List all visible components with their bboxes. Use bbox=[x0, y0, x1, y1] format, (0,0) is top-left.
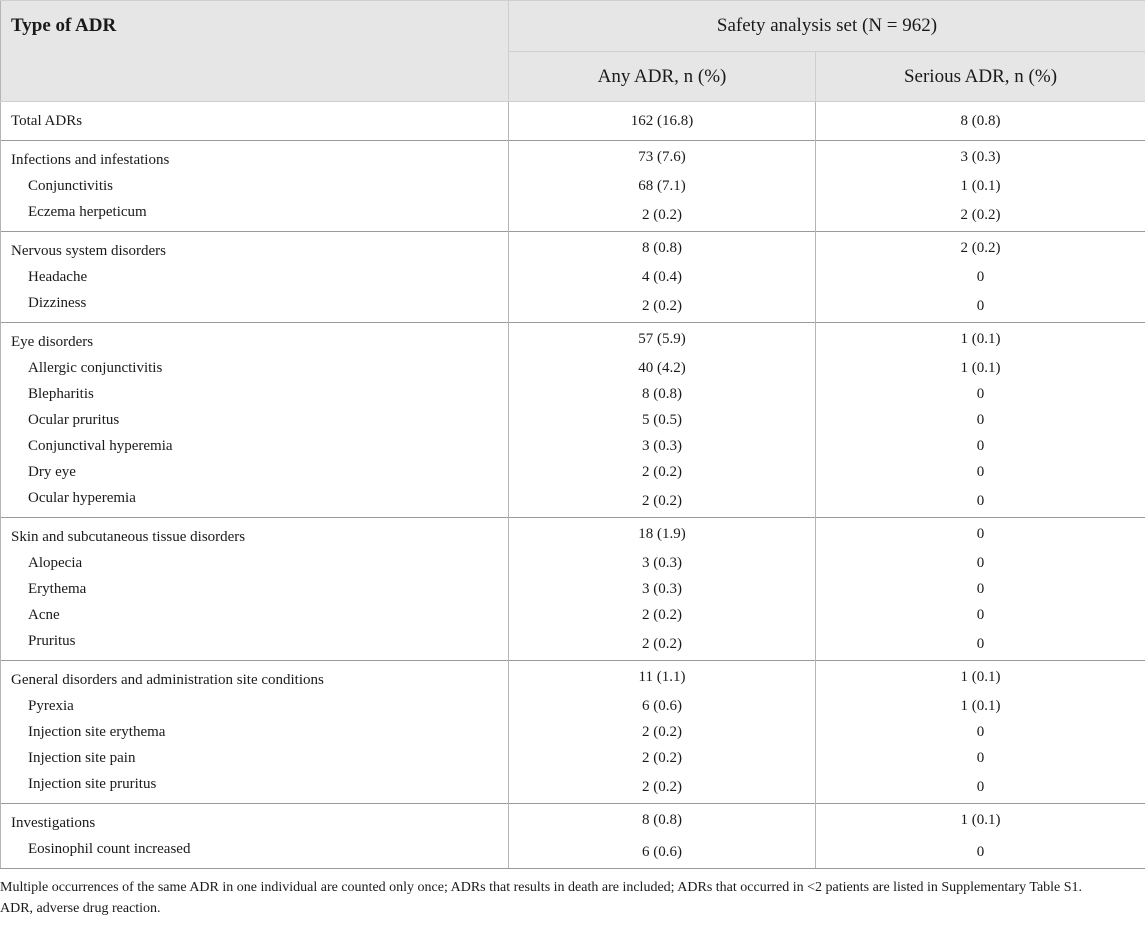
serious-adr-value: 0 bbox=[816, 518, 1145, 551]
any-adr-value: 6 (0.6) bbox=[509, 836, 816, 869]
item-row bbox=[1, 173, 1145, 199]
serious-adr-value: 1 (0.1) bbox=[816, 693, 1145, 719]
item-row bbox=[1, 199, 1145, 232]
adr-term-label: Alopecia bbox=[1, 550, 509, 576]
any-adr-value: 57 (5.9) bbox=[509, 323, 816, 356]
adr-term-label: Pruritus bbox=[1, 628, 509, 661]
serious-adr-value: 1 (0.1) bbox=[816, 355, 1145, 381]
adr-term-label: Pyrexia bbox=[1, 693, 509, 719]
total-label: Total ADRs bbox=[1, 102, 509, 141]
item-row bbox=[1, 745, 1145, 771]
adr-term-label: Dizziness bbox=[1, 290, 509, 323]
any-adr-value: 4 (0.4) bbox=[509, 264, 816, 290]
adr-term-label: Allergic conjunctivitis bbox=[1, 355, 509, 381]
serious-adr-value: 0 bbox=[816, 771, 1145, 804]
serious-adr-value: 2 (0.2) bbox=[816, 199, 1145, 232]
item-row bbox=[1, 693, 1145, 719]
any-adr-value: 3 (0.3) bbox=[509, 576, 816, 602]
any-adr-value: 40 (4.2) bbox=[509, 355, 816, 381]
any-adr-value: 2 (0.2) bbox=[509, 485, 816, 518]
organ-class-label: Eye disorders bbox=[1, 323, 509, 356]
serious-adr-value: 0 bbox=[816, 290, 1145, 323]
organ-class-label: Infections and infestations bbox=[1, 141, 509, 174]
any-adr-value: 2 (0.2) bbox=[509, 290, 816, 323]
header-serious-adr: Serious ADR, n (%) bbox=[816, 52, 1145, 102]
adr-term-label: Blepharitis bbox=[1, 381, 509, 407]
serious-adr-value: 0 bbox=[816, 550, 1145, 576]
organ-class-label: Nervous system disorders bbox=[1, 232, 509, 265]
any-adr-value: 2 (0.2) bbox=[509, 459, 816, 485]
serious-adr-value: 3 (0.3) bbox=[816, 141, 1145, 174]
item-row bbox=[1, 290, 1145, 323]
item-row bbox=[1, 407, 1145, 433]
any-adr-value: 2 (0.2) bbox=[509, 745, 816, 771]
any-adr-value: 2 (0.2) bbox=[509, 628, 816, 661]
item-row bbox=[1, 719, 1145, 745]
header-row-top bbox=[1, 1, 1145, 52]
adr-term-label: Ocular pruritus bbox=[1, 407, 509, 433]
serious-adr-value: 0 bbox=[816, 433, 1145, 459]
group-row bbox=[1, 518, 1145, 551]
any-adr-value: 73 (7.6) bbox=[509, 141, 816, 174]
serious-adr-value: 1 (0.1) bbox=[816, 323, 1145, 356]
item-row bbox=[1, 576, 1145, 602]
item-row bbox=[1, 433, 1145, 459]
any-adr-value: 2 (0.2) bbox=[509, 719, 816, 745]
serious-adr-value: 1 (0.1) bbox=[816, 661, 1145, 694]
item-row bbox=[1, 485, 1145, 518]
serious-adr-value: 0 bbox=[816, 459, 1145, 485]
adr-term-label: Headache bbox=[1, 264, 509, 290]
group-row bbox=[1, 323, 1145, 356]
footnote-abbreviation: ADR, adverse drug reaction. bbox=[0, 901, 161, 916]
group-row bbox=[1, 232, 1145, 265]
organ-class-label: General disorders and administration site conditions bbox=[1, 661, 509, 694]
any-adr-value: 3 (0.3) bbox=[509, 550, 816, 576]
serious-adr-value: 0 bbox=[816, 264, 1145, 290]
group-row bbox=[1, 141, 1145, 174]
serious-adr-value: 0 bbox=[816, 407, 1145, 433]
table-header bbox=[1, 1, 1145, 102]
total-any: 162 (16.8) bbox=[509, 102, 816, 141]
any-adr-value: 6 (0.6) bbox=[509, 693, 816, 719]
group-row bbox=[1, 661, 1145, 694]
adr-term-label: Acne bbox=[1, 602, 509, 628]
any-adr-value: 5 (0.5) bbox=[509, 407, 816, 433]
header-type-of-adr: Type of ADR bbox=[1, 1, 509, 102]
adr-term-label: Erythema bbox=[1, 576, 509, 602]
any-adr-value: 8 (0.8) bbox=[509, 232, 816, 265]
any-adr-value: 68 (7.1) bbox=[509, 173, 816, 199]
item-row bbox=[1, 264, 1145, 290]
item-row bbox=[1, 836, 1145, 869]
any-adr-value: 3 (0.3) bbox=[509, 433, 816, 459]
footnote-counting-rules: Multiple occurrences of the same ADR in one individual are counted only once; ADRs that results in death are included; ADRs that occurred in <2 patients are listed in Supplementary Table S1. bbox=[0, 880, 1083, 895]
serious-adr-value: 1 (0.1) bbox=[816, 173, 1145, 199]
header-safety-analysis-set: Safety analysis set (N = 962) bbox=[509, 1, 1145, 52]
serious-adr-value: 0 bbox=[816, 719, 1145, 745]
any-adr-value: 2 (0.2) bbox=[509, 602, 816, 628]
serious-adr-value: 1 (0.1) bbox=[816, 804, 1145, 837]
serious-adr-value: 2 (0.2) bbox=[816, 232, 1145, 265]
serious-adr-value: 0 bbox=[816, 836, 1145, 869]
serious-adr-value: 0 bbox=[816, 602, 1145, 628]
item-row bbox=[1, 355, 1145, 381]
item-row bbox=[1, 628, 1145, 661]
adr-term-label: Conjunctival hyperemia bbox=[1, 433, 509, 459]
adr-term-label: Dry eye bbox=[1, 459, 509, 485]
adr-term-label: Ocular hyperemia bbox=[1, 485, 509, 518]
item-row bbox=[1, 550, 1145, 576]
header-any-adr: Any ADR, n (%) bbox=[509, 52, 816, 102]
serious-adr-value: 0 bbox=[816, 745, 1145, 771]
serious-adr-value: 0 bbox=[816, 628, 1145, 661]
adr-term-label: Conjunctivitis bbox=[1, 173, 509, 199]
item-row bbox=[1, 459, 1145, 485]
total-row bbox=[1, 102, 1145, 141]
serious-adr-value: 0 bbox=[816, 576, 1145, 602]
any-adr-value: 8 (0.8) bbox=[509, 804, 816, 837]
item-row bbox=[1, 771, 1145, 804]
organ-class-label: Investigations bbox=[1, 804, 509, 837]
any-adr-value: 8 (0.8) bbox=[509, 381, 816, 407]
adr-term-label: Injection site pain bbox=[1, 745, 509, 771]
any-adr-value: 18 (1.9) bbox=[509, 518, 816, 551]
adr-term-label: Eosinophil count increased bbox=[1, 836, 509, 869]
table-body bbox=[1, 102, 1145, 869]
serious-adr-value: 0 bbox=[816, 381, 1145, 407]
serious-adr-value: 0 bbox=[816, 485, 1145, 518]
total-serious: 8 (0.8) bbox=[816, 102, 1145, 141]
any-adr-value: 2 (0.2) bbox=[509, 771, 816, 804]
adr-term-label: Injection site pruritus bbox=[1, 771, 509, 804]
any-adr-value: 2 (0.2) bbox=[509, 199, 816, 232]
organ-class-label: Skin and subcutaneous tissue disorders bbox=[1, 518, 509, 551]
group-row bbox=[1, 804, 1145, 837]
item-row bbox=[1, 381, 1145, 407]
adr-term-label: Injection site erythema bbox=[1, 719, 509, 745]
adr-term-label: Eczema herpeticum bbox=[1, 199, 509, 232]
any-adr-value: 11 (1.1) bbox=[509, 661, 816, 694]
item-row bbox=[1, 602, 1145, 628]
table-footnotes bbox=[0, 869, 1145, 919]
